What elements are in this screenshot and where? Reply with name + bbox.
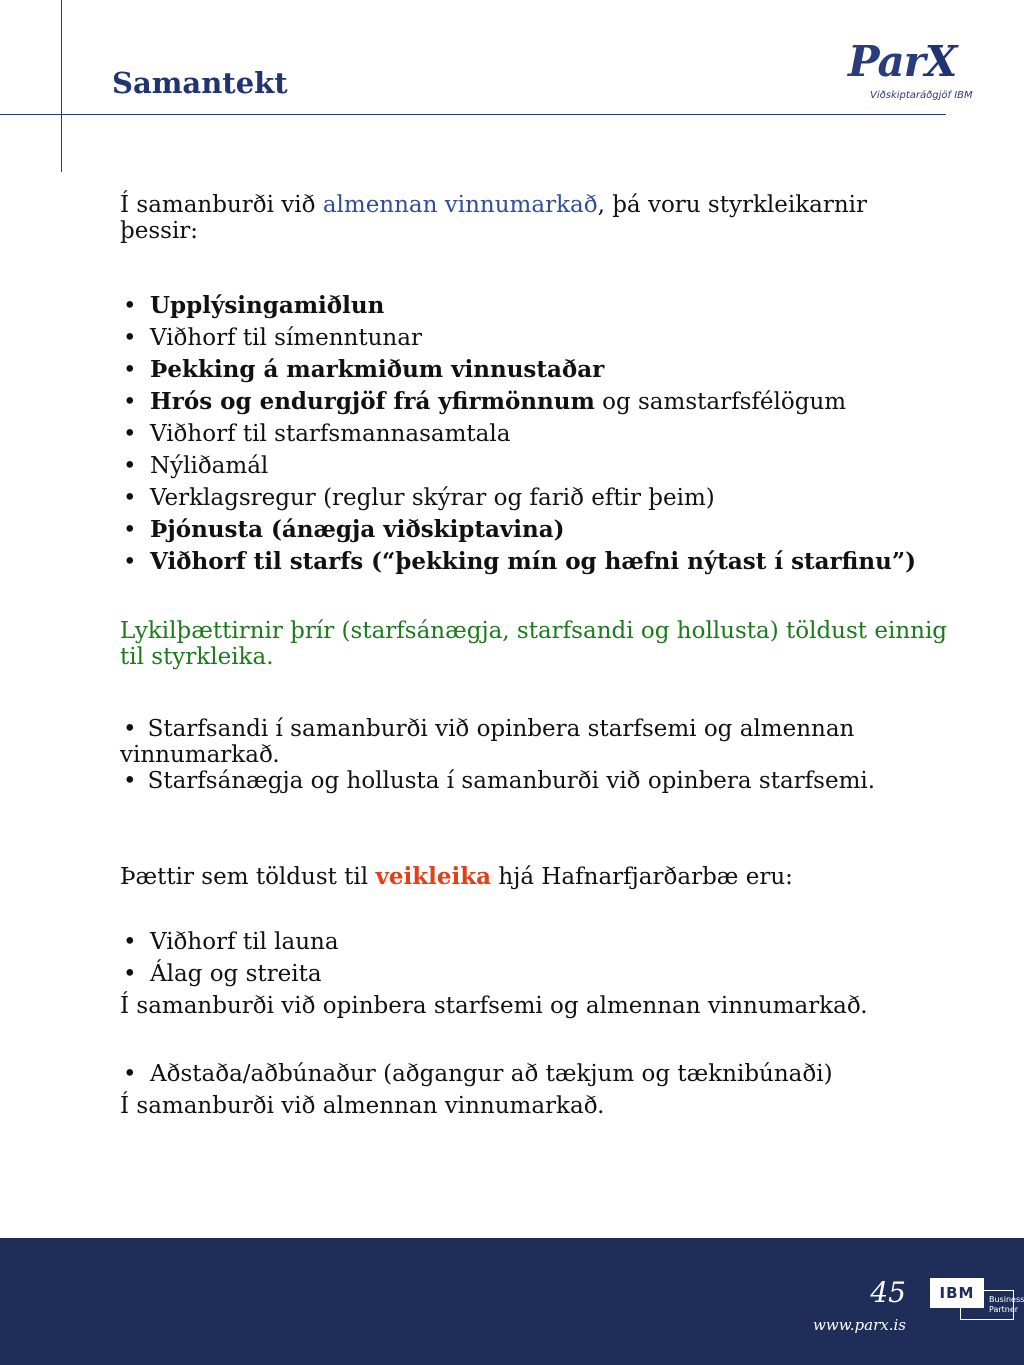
parx-logo-text: Par: [848, 37, 925, 86]
weakness-item-text: Viðhorf til launa: [150, 929, 339, 955]
strength-item-text: Hrós og endurgjöf frá yfirmönnum: [150, 388, 595, 415]
weakness-item: [120, 1058, 950, 1090]
summary-content: [120, 192, 950, 1122]
strength-item: [120, 546, 950, 578]
parx-logo: [848, 38, 988, 108]
strength-item-text: Verklagsregur (reglur skýrar og farið eftir þeim): [150, 485, 715, 511]
strength-item-text: Viðhorf til símenntunar: [150, 325, 422, 351]
header-horizontal-rule: [0, 114, 946, 115]
strength-item: [120, 482, 950, 514]
partner-line-2: Partner: [989, 1305, 1019, 1314]
weakness-item: [120, 958, 950, 990]
weakness-list-a: [120, 926, 950, 990]
weakness-item-text: Aðstaða/aðbúnaður (aðgangur að tækjum og tæknibúnaði): [150, 1061, 833, 1087]
strength-item: [120, 290, 950, 322]
strength-item: [120, 514, 950, 546]
weakness-intro-paragraph: [120, 864, 950, 890]
parx-logo-x: X: [924, 37, 957, 86]
intro-after: , þá voru styrkleikarnir þessir:: [120, 192, 868, 244]
strength-item: [120, 354, 950, 386]
strength-item-text: Þjónusta (ánægja viðskiptavina): [150, 516, 565, 543]
strength-item: [120, 450, 950, 482]
header-vertical-rule: [61, 0, 62, 172]
footer-url[interactable]: www.parx.is: [813, 1316, 906, 1334]
weakness-item-text: Álag og streita: [150, 961, 322, 987]
weakness-intro-after: hjá Hafnarfjarðarbæ eru:: [491, 864, 793, 890]
key-factor-item-text: Starfsánægja og hollusta í samanburði við opinbera starfsemi.: [147, 768, 876, 794]
strength-item-suffix: og samstarfsfélögum: [594, 389, 847, 415]
ibm-business-partner-logo: [930, 1278, 1024, 1320]
key-factor-list: [120, 716, 950, 794]
strength-item-text: Upplýsingamiðlun: [150, 292, 385, 319]
strength-item: [120, 322, 950, 354]
weakness-list-b: [120, 1058, 950, 1090]
weakness-intro-highlight: veikleika: [375, 863, 492, 890]
page-number: 45: [870, 1276, 906, 1309]
strength-item: [120, 386, 950, 418]
key-factor-item: [120, 716, 950, 768]
ibm-logo: IBM: [930, 1278, 984, 1308]
footer-bar: [0, 1238, 1024, 1365]
parx-logo-subtitle: Viðskiptaráðgjöf IBM: [870, 90, 973, 101]
strength-item-text: Viðhorf til starfsmannasamtala: [150, 421, 511, 447]
weakness-a-note: Í samanburði við opinbera starfsemi og almennan vinnumarkað.: [120, 993, 868, 1019]
key-factor-item: [120, 768, 950, 794]
weakness-intro-before: Þættir sem töldust til: [120, 864, 376, 890]
strength-item-text: Viðhorf til starfs (“þekking mín og hæfni nýtast í starfinu”): [150, 548, 916, 575]
weakness-b-note: Í samanburði við almennan vinnumarkað.: [120, 1093, 605, 1119]
intro-highlight: almennan vinnumarkað: [322, 192, 598, 218]
weakness-item: [120, 926, 950, 958]
intro-paragraph: [120, 192, 950, 244]
strength-item-text: Þekking á markmiðum vinnustaðar: [150, 356, 605, 383]
strength-item: [120, 418, 950, 450]
strength-item-text: Nýliðamál: [150, 453, 269, 479]
strengths-list: [120, 290, 950, 578]
parx-logo-mark: [848, 38, 988, 86]
page-title: Samantekt: [112, 66, 288, 100]
partner-line-1: Business: [989, 1295, 1024, 1304]
intro-before: Í samanburði við: [120, 192, 323, 218]
key-factors-paragraph: Lykilþættirnir þrír (starfsánægja, starfsandi og hollusta) töldust einnig til styrkleika.: [120, 618, 948, 670]
key-factor-item-text: Starfsandi í samanburði við opinbera starfsemi og almennan vinnumarkað.: [120, 716, 855, 768]
